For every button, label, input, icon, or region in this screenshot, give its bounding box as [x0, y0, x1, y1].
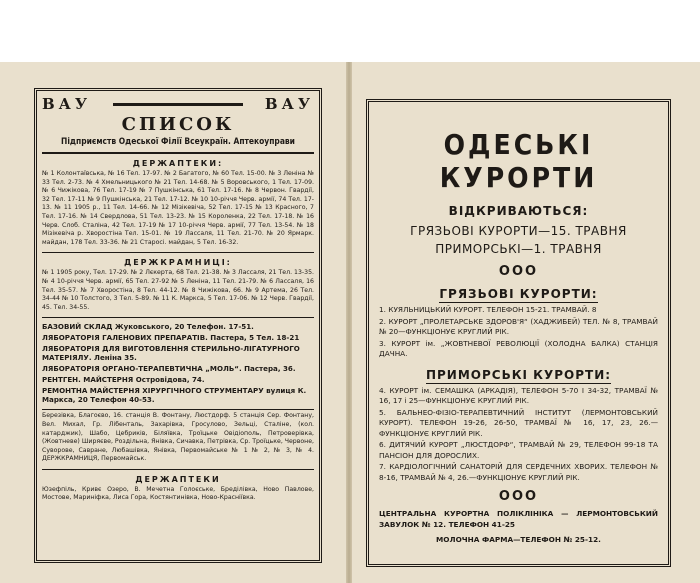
divider: [42, 252, 314, 253]
list-item: 4. КУРОРТ ім. СЕМАШКА (АРКАДІЯ), ТЕЛЕФОН 5-70 І 34-32, ТРАМВАЇ № 16, 17 і 25—ФУНКЦІОНУЄ КРУГЛИЙ РІК.: [379, 385, 658, 405]
sea-resorts-heading-text: ПРИМОРСЬКІ КУРОРТИ:: [425, 367, 612, 382]
central-polyclinic: ЦЕНТРАЛЬНА КУРОРТНА ПОЛІКЛІНІКА — ЛЕРМОНТОВСЬКИЙ ЗАВУЛОК № 12. ТЕЛЕФОН 41-25: [379, 509, 658, 529]
divider: [42, 409, 314, 410]
list-item: ЛЯБОРАТОРІЯ ДЛЯ ВИГОТОВЛЕННЯ СТЕРИЛЬНО-ЛІГАТУРНОГО МАТЕРІЯЛУ. Леніна 35.: [42, 344, 300, 363]
bau-header: [42, 95, 314, 113]
bau-right: ВАУ: [264, 95, 314, 113]
divider: [42, 469, 314, 470]
mud-resorts-list: [379, 305, 658, 360]
section-head-shops: ДЕРЖКРАМНИЦІ:: [124, 258, 232, 268]
sea-resorts-heading: [379, 368, 658, 382]
list-item: РЕНТГЕН. МАЙСТЕРНЯ Островідова, 74.: [42, 375, 205, 385]
mud-resorts-heading: [379, 287, 658, 301]
list-item: БАЗОВИЙ СКЛАД Жуковського, 20 Телефон. 17-51.: [42, 322, 254, 332]
list-title: СПИСОК: [121, 114, 235, 135]
bau-left: ВАУ: [42, 95, 92, 113]
mud-resorts-heading-text: ГРЯЗЬОВІ КУРОРТИ:: [439, 287, 598, 301]
towns-text: Березівка, Благоєво, 16. станція В. Фонтану, Люстдорф. 5 станція Сер. Фонтану, Вел. Михал, Гр. Лібенталь, Захарівка, Гросулово, Зельці, Сталіне, (кол. катарджик), Шабо, Цебриків, Біляївка, Троїцьке Овідіополь, Петроверівка, (Жовтневе) Ширяєве, Роздільна, Янівка, Сичавка, Петрівка, Ср. Троїцьке, Червоне, Суворове, Савране, Любашівка, Янівка, Первомайське № 1 № 2, № 3, № 4. ДЕРЖКРАМНИЦЯ, Первомайськ.: [42, 412, 314, 463]
pharmacies-2-text: Юзефпіль, Кривє Озеро, В. Мечетна Голоєське, Бреділівка, Ново Павлове, Мостове, Мариніфка, Лиса Гора, Костянтинівка, Ново-Красніївка.: [42, 485, 314, 502]
right-page-frame: [366, 99, 671, 567]
ornament-circles: ООО: [498, 489, 539, 504]
section-head-pharmacies: ДЕРЖАПТЕКИ:: [132, 159, 224, 168]
ornament-circles: ООО: [498, 264, 539, 279]
list-item: 7. КАРДІОЛОГІЧНИЙ САНАТОРІЙ ДЛЯ СЕРДЕЧНИХ ХВОРИХ. ТЕЛЕФОН № 8-16, ТРАМВАЙ № 4, 26.—ФУНКЦІОНУЄ КРУГЛИЙ РІК.: [379, 462, 658, 482]
section-head-pharmacies-2: ДЕРЖАПТЕКИ: [135, 474, 221, 484]
resorts-title: ОДЕСЬКІ КУРОРТИ: [439, 128, 598, 194]
bau-dash: [113, 103, 243, 106]
pharmacies-text: № 1 Колонтаївська, № 16 Тел. 17-97. № 2 Багатого, № 60 Тел. 15-00. № 3 Леніна № 33 Тел. 2-73. № 4 Хмельницького № 21 Тел. 14-68. № 5 Воровського, 1 Тел. 17-09. № 6 Чижікова, 76 Тел. 17-19 № 7 Пушкінська, 61 Тел. 17-16. № 8 Червон. Гвардії, 32 Тел. 17-11 № 9 Пушкінська, 21 Тел. 17-12. № 10 10-річчя Черв. армії, 74 Тел. 17-13. № 11 1905 р., 11 Тел. 14-66. № 12 Мізікевіча, 52 Тел. 17-15 № 13 Красного, 7 Тел. 17-16. № 14 Свердлова, 51 Тел. 13-23. № 15 Короленка, 22 Тел. 17-18. № 16 Черв. Слоб. Сталіна, 42 Тел. 17-19 № 17 10-річчя Черв. армії, 77 Тел. 13-54. № 18 Мізікевіча р. Хворостіна Тел. 15-01. № 19 Лассаля, 11 Тел. 21-70. № 20 Ярмарк. майдан, 178 Тел. 33-36. № 21 Старосі. майдан, 5 Тел. 16-32.: [42, 170, 314, 246]
left-page-frame: [34, 88, 322, 563]
list-item: 1. КУЯЛЬНИЦЬКИЙ КУРОРТ. ТЕЛЕФОН 15-21. ТРАМВАЙ. 8: [379, 305, 597, 314]
dairy-farm: МОЛОЧНА ФАРМА—ТЕЛЕФОН № 25-12.: [436, 535, 601, 544]
list-item: ЛЯБОРАТОРІЯ ОРГАНО-ТЕРАПЕВТИЧНА „МОЛЬ“. Пастера, 36.: [42, 364, 296, 374]
list-subtitle: Підприємств Одеської Філії Всеукраїн. Аптекоуправи: [42, 136, 314, 154]
opening-label: ВІДКРИВАЮТЬСЯ:: [448, 204, 589, 218]
list-item: РЕМОНТНА МАЙСТЕРНЯ ХІРУРГІЧНОГО СТРУМЕНТАРУ вулиця К. Маркса, 20 Телефон 40-53.: [42, 386, 307, 405]
list-item: 2. КУРОРТ „ПРОЛЕТАРСЬКЕ ЗДОРОВ'Я“ (ХАДЖИБЕЙ) ТЕЛ. № 8, ТРАМВАЙ № 20—ФУНКЦІОНУЄ КРУГЛИЙ РІК.: [379, 316, 658, 336]
opening-line-sea: ПРИМОРСЬКІ—1. ТРАВНЯ: [435, 242, 602, 256]
sea-resorts-list: [379, 386, 658, 484]
list-item: 6. ДИТЯЧИЙ КУРОРТ „ЛЮСТДОРФ“, ТРАМВАЙ № 29, ТЕЛЕФОН 99-18 ТА ПАНСІОН ДЛЯ ДОРОСЛИХ.: [379, 440, 658, 460]
list-item: 5. БАЛЬНЕО-ФІЗІО-ТЕРАПЕВТИЧНИЙ ІНСТИТУТ (ЛЕРМОНТОВСЬКИЙ КУРОРТ). ТЕЛЕФОН 19-26, 26-50, ТРАМВАЇ № 16, 17, 23, 26.—ФУНКЦІОНУЄ КРУГЛИЙ РІК.: [379, 407, 658, 438]
shops-text: № 1 1905 року, Тел. 17-29. № 2 Лєкерта, 68 Тел. 21-38. № 3 Лассаля, 21 Тел. 13-35. № 4 10-річчя Черв. армії, 65 Тел. 27-92 № 5 Леніна, 11 Тел. 21-79. № 6 Лассаля, 16 Тел. 35-57. № 7 Хворостіна, 8 Тел. 44-12. № 8 Чижікова, 66. № 9 Артема, 26 Тел. 34-44 № 10 Толстого, 3 Тел. 5-89. № 11 К. Маркса, 5 Тел. 17-06. № 12 Черв. Гвардії, 45. Тел. 34-55.: [42, 269, 314, 311]
book-spine: [346, 62, 352, 583]
opening-line-mud: ГРЯЗЬОВІ КУРОРТИ—15. ТРАВНЯ: [410, 224, 627, 238]
list-item: 3. КУРОРТ ім. „ЖОВТНЕВОЇ РЕВОЛЮЦІЇ (ХОЛОДНА БАЛКА) СТАНЦІЯ ДАЧНА.: [379, 338, 658, 358]
divider: [42, 317, 314, 318]
list-item: ЛЯБОРАТОРІЯ ГАЛЕНОВИХ ПРЕПАРАТІВ. Пастера, 5 Тел. 18-21: [42, 333, 300, 343]
